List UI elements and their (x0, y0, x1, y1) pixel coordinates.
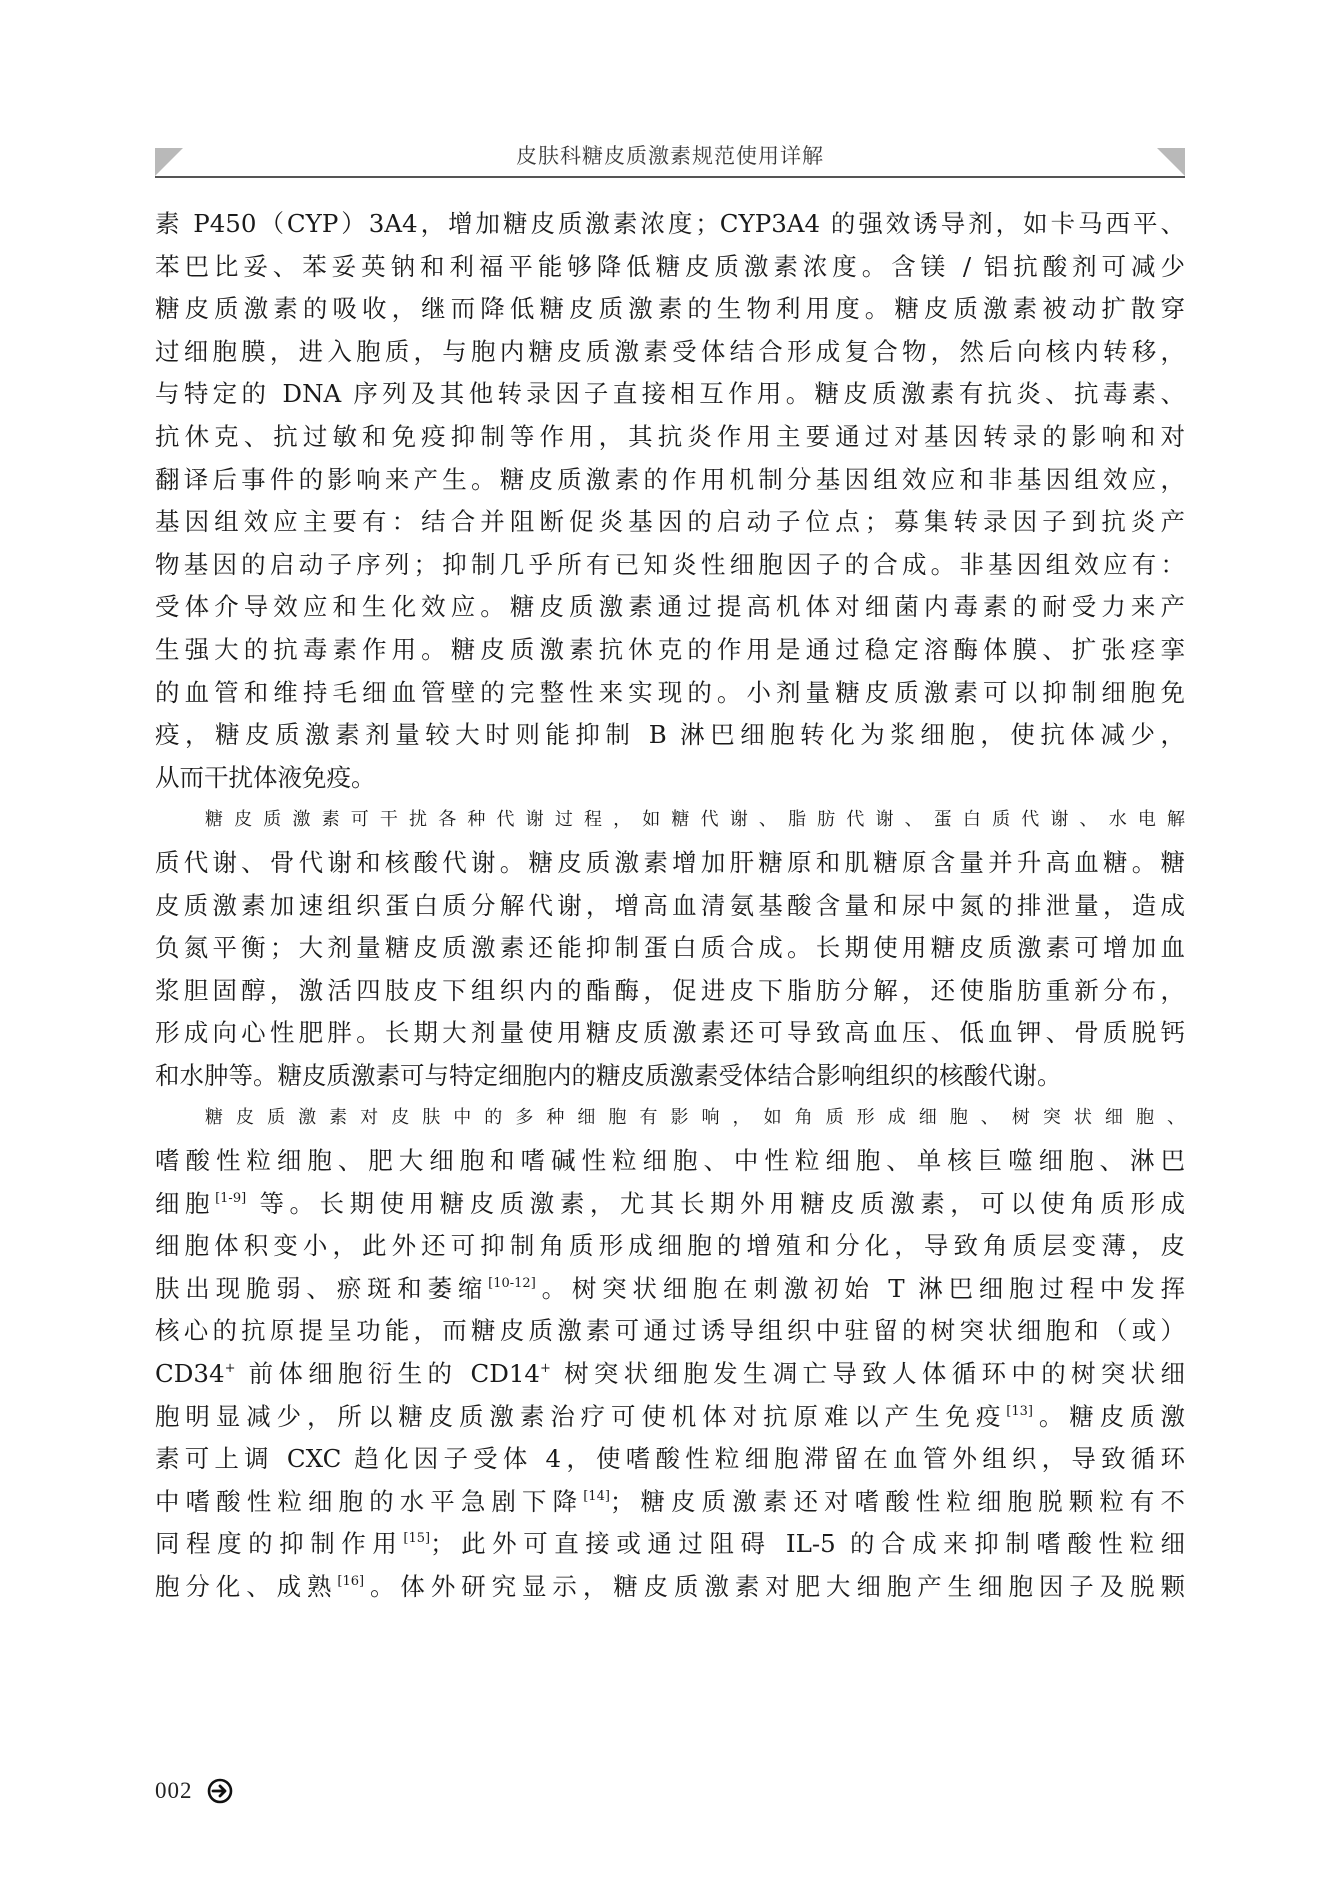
text-run: 。糖皮质激 (1032, 1401, 1186, 1431)
page-number: 002 (155, 1778, 193, 1803)
text-run: 糖皮质激素对皮肤中的多种细胞有影响，如角质形成细胞、树突状细胞、 (205, 1107, 1185, 1129)
citation-superscript: [1-9] (215, 1190, 247, 1206)
text-line (155, 1566, 1185, 1609)
text-line (155, 970, 1185, 1013)
text-line (155, 1353, 1185, 1396)
text-line (155, 416, 1185, 459)
body-text (155, 203, 1185, 1609)
text-run: 胞明显减少，所以糖皮质激素治疗可使机体对抗原难以产生免疫 (155, 1401, 1007, 1431)
text-run: 素可上调 CXC 趋化因子受体 4，使嗜酸性粒细胞滞留在血管外组织，导致循环 (155, 1444, 1185, 1474)
text-run: 过细胞膜，进入胞质，与胞内糖皮质激素受体结合形成复合物，然后向核内转移， (155, 336, 1185, 366)
text-line (155, 331, 1185, 374)
text-line (155, 1140, 1185, 1183)
page-footer (155, 1778, 233, 1810)
text-line (155, 586, 1185, 629)
text-run: 抗休克、抗过敏和免疫抑制等作用，其抗炎作用主要通过对基因转录的影响和对 (155, 421, 1185, 451)
text-line (155, 714, 1185, 757)
running-header (155, 136, 1185, 180)
text-run: 。树突状细胞在刺激初始 T 淋巴细胞过程中发挥 (535, 1273, 1185, 1303)
citation-superscript: + (540, 1361, 551, 1377)
text-run: 基因组效应主要有：结合并阻断促炎基因的启动子位点；募集转录因子到抗炎产 (155, 507, 1185, 537)
text-run: 同程度的抑制作用 (155, 1529, 404, 1559)
citation-superscript: [14] (583, 1488, 610, 1504)
text-run: 中嗜酸性粒细胞的水平急剧下降 (155, 1486, 584, 1516)
text-line (155, 757, 1185, 800)
text-run: 质代谢、骨代谢和核酸代谢。糖皮质激素增加肝糖原和肌糖原含量并升高血糖。糖 (155, 847, 1185, 877)
text-run: 等。长期使用糖皮质激素，尤其长期外用糖皮质激素，可以使角质形成 (246, 1188, 1185, 1218)
text-line (155, 1097, 1185, 1140)
text-line (155, 629, 1185, 672)
text-run: 嗜酸性粒细胞、肥大细胞和嗜碱性粒细胞、中性粒细胞、单核巨噬细胞、淋巴 (155, 1146, 1185, 1176)
text-run: 从而干扰体液免疫。 (155, 762, 376, 792)
text-run: ；糖皮质激素还对嗜酸性粒细胞脱颗粒有不 (609, 1486, 1186, 1516)
text-line (155, 1012, 1185, 1055)
text-run: 负氮平衡；大剂量糖皮质激素还能抑制蛋白质合成。长期使用糖皮质激素可增加血 (155, 933, 1185, 963)
text-line (155, 1268, 1185, 1311)
text-line (155, 1438, 1185, 1481)
text-run: 苯巴比妥、苯妥英钠和利福平能够降低糖皮质激素浓度。含镁 / 铝抗酸剂可减少 (155, 251, 1185, 281)
text-run: 疫，糖皮质激素剂量较大时则能抑制 B 淋巴细胞转化为浆细胞，使抗体减少， (155, 720, 1185, 750)
text-line (155, 672, 1185, 715)
text-run: ；此外可直接或通过阻碍 IL-5 的合成来抑制嗜酸性粒细 (430, 1529, 1186, 1559)
text-line (155, 842, 1185, 885)
citation-superscript: [13] (1006, 1403, 1033, 1419)
header-rule (155, 176, 1185, 178)
text-run: 生强大的抗毒素作用。糖皮质激素抗休克的作用是通过稳定溶酶体膜、扩张痉挛 (155, 634, 1185, 664)
text-line (155, 501, 1185, 544)
text-line (155, 1523, 1185, 1566)
text-run: 的血管和维持毛细血管壁的完整性来实现的。小剂量糖皮质激素可以抑制细胞免 (155, 677, 1185, 707)
text-run: 皮质激素加速组织蛋白质分解代谢，增高血清氨基酸含量和尿中氮的排泄量，造成 (155, 890, 1185, 920)
running-header-title: 皮肤科糖皮质激素规范使用详解 (516, 144, 824, 168)
text-run: 核心的抗原提呈功能，而糖皮质激素可通过诱导组织中驻留的树突状细胞和（或） (155, 1316, 1185, 1346)
text-line (155, 1481, 1185, 1524)
text-line (155, 544, 1185, 587)
arrow-right-circle-icon (207, 1778, 233, 1804)
text-line (155, 373, 1185, 416)
text-run: 细胞体积变小，此外还可抑制角质形成细胞的增殖和分化，导致角质层变薄，皮 (155, 1231, 1185, 1261)
text-run: 物基因的启动子序列；抑制几乎所有已知炎性细胞因子的合成。非基因组效应有： (155, 549, 1185, 579)
text-line (155, 203, 1185, 246)
text-run: 浆胆固醇，激活四肢皮下组织内的酯酶，促进皮下脂肪分解，还使脂肪重新分布， (155, 975, 1185, 1005)
text-line (155, 1183, 1185, 1226)
text-line (155, 885, 1185, 928)
text-line (155, 1396, 1185, 1439)
text-run: 糖皮质激素的吸收，继而降低糖皮质激素的生物利用度。糖皮质激素被动扩散穿 (155, 294, 1185, 324)
text-run: 肤出现脆弱、瘀斑和萎缩 (155, 1273, 489, 1303)
text-run: 。体外研究显示，糖皮质激素对肥大细胞产生细胞因子及脱颗 (364, 1572, 1185, 1601)
text-run: 前体细胞衍生的 CD14 (235, 1359, 541, 1389)
text-run: 素 P450（CYP）3A4，增加糖皮质激素浓度；CYP3A4 的强效诱导剂，如卡马西平、 (155, 209, 1185, 238)
text-run: 糖皮质激素可干扰各种代谢过程，如糖代谢、脂肪代谢、蛋白质代谢、水电解 (205, 809, 1185, 831)
text-run: 和水肿等。糖皮质激素可与特定细胞内的糖皮质激素受体结合影响组织的核酸代谢。 (155, 1060, 1062, 1090)
text-run: CD34 (155, 1359, 225, 1389)
text-run: 胞分化、成熟 (155, 1572, 338, 1601)
citation-superscript: + (224, 1361, 236, 1377)
text-run: 树突状细胞发生凋亡导致人体循环中的树突状细 (550, 1359, 1185, 1389)
citation-superscript: [15] (403, 1531, 431, 1547)
text-line (155, 459, 1185, 502)
citation-superscript: [10-12] (488, 1275, 536, 1291)
text-line (155, 246, 1185, 289)
text-line (155, 1310, 1185, 1353)
header-right-triangle-ornament (1157, 148, 1185, 176)
text-run: 与特定的 DNA 序列及其他转录因子直接相互作用。糖皮质激素有抗炎、抗毒素、 (155, 379, 1185, 409)
text-line (155, 927, 1185, 970)
text-run: 形成向心性肥胖。长期大剂量使用糖皮质激素还可导致高血压、低血钾、骨质脱钙 (155, 1018, 1185, 1048)
text-line (155, 288, 1185, 331)
text-run: 翻译后事件的影响来产生。糖皮质激素的作用机制分基因组效应和非基因组效应， (155, 464, 1185, 494)
text-line (155, 799, 1185, 842)
text-line (155, 1055, 1185, 1098)
text-line (155, 1225, 1185, 1268)
citation-superscript: [16] (337, 1574, 365, 1589)
text-run: 细胞 (155, 1188, 216, 1218)
text-run: 受体介导效应和生化效应。糖皮质激素通过提高机体对细菌内毒素的耐受力来产 (155, 592, 1185, 622)
